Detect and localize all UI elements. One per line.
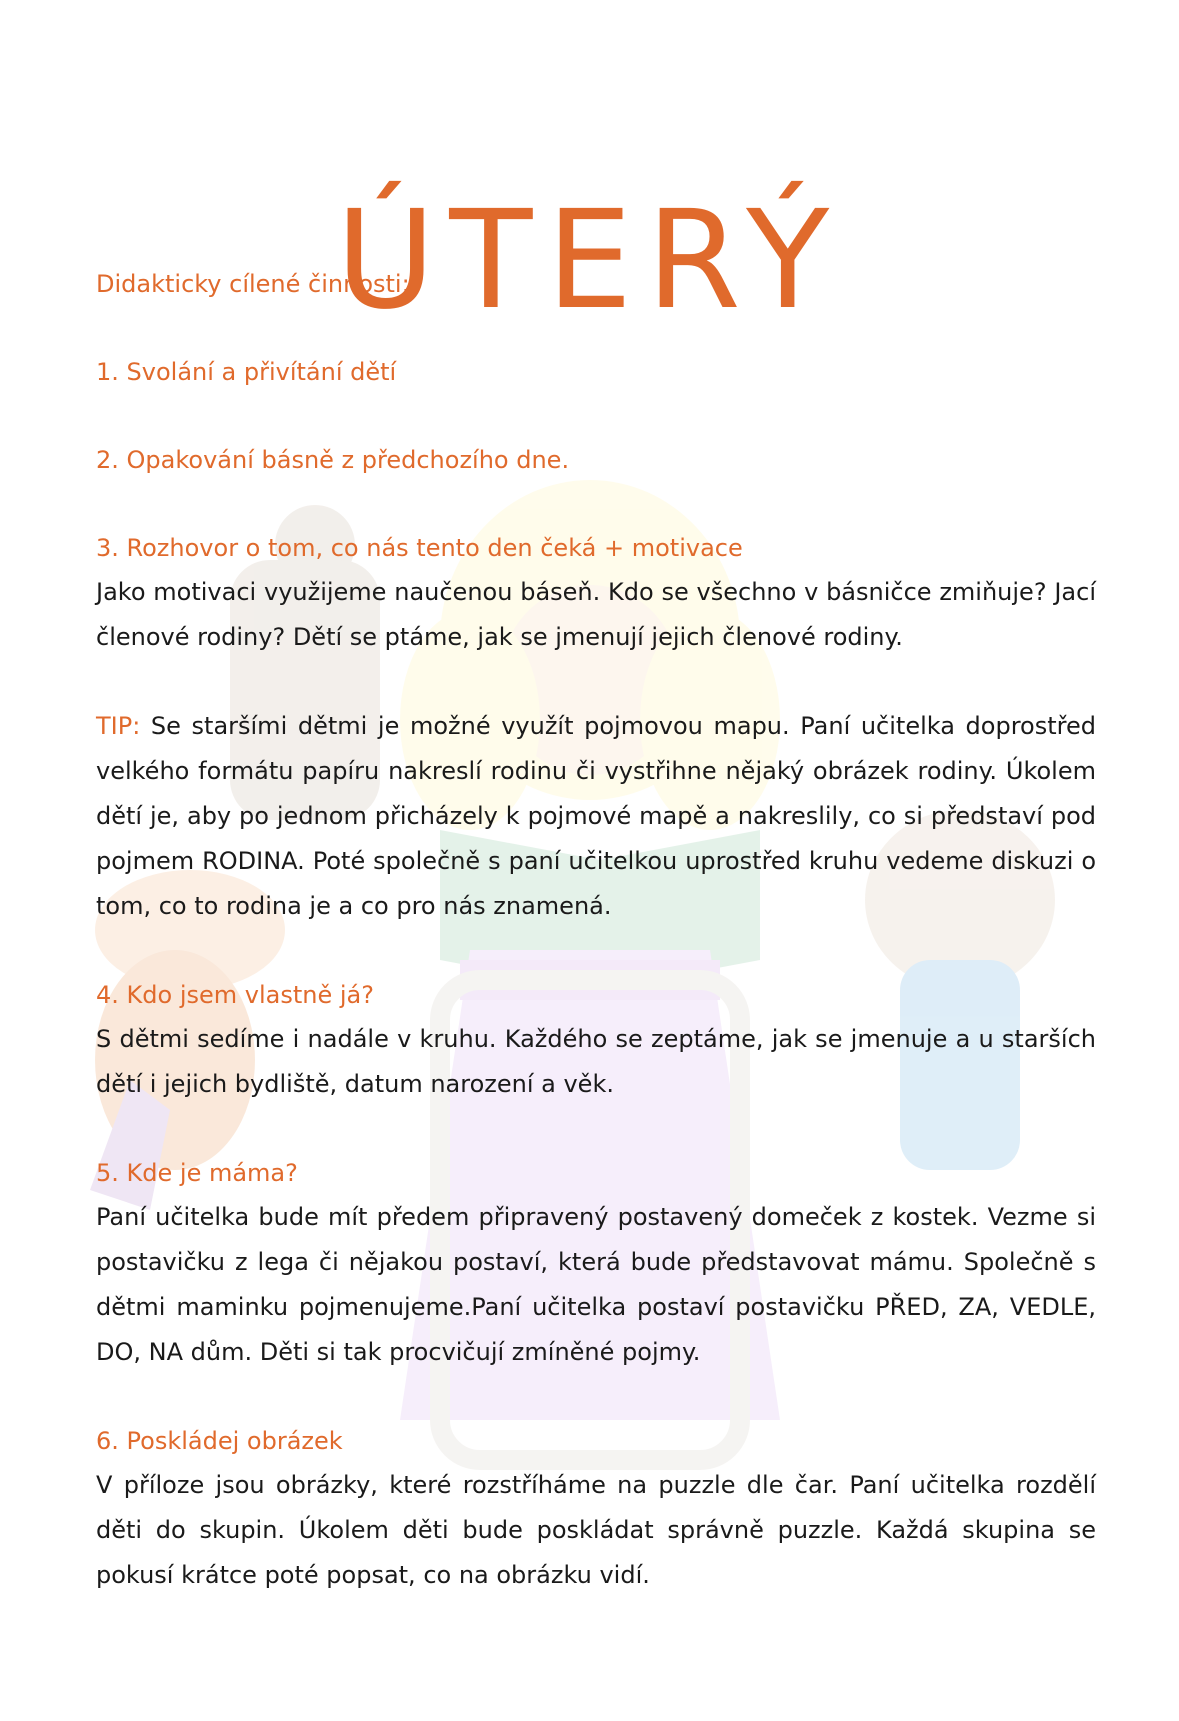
section-6-heading: 6. Poskládej obrázek	[96, 1427, 343, 1455]
section-1-heading: 1. Svolání a přivítání dětí	[96, 358, 397, 386]
section-5-text: Paní učitelka bude mít předem připravený postavený domeček z kostek. Vezme si postavičku z lega či nějakou postaví, která bude představovat mámu. Společně s dětmi maminku pojmenujeme.Paní učitelka postaví postavičku PŘED, ZA, VEDLE, DO, NA dům. Děti si tak procvičují zmíněné pojmy.	[96, 1203, 1096, 1366]
section-3-heading: 3. Rozhovor o tom, co nás tento den čeká + motivace	[96, 534, 743, 562]
intro-heading: Didakticky cílené činnosti:	[96, 270, 410, 298]
page-title: ÚTERÝ	[335, 182, 844, 341]
tip-label: TIP:	[96, 712, 141, 740]
section-4-text: S dětmi sedíme i nadále v kruhu. Každého se zeptáme, jak se jmenuje a u starších dětí i jejich bydliště, datum narození a věk.	[96, 1025, 1096, 1098]
section-3-text: Jako motivaci využijeme naučenou báseň. Kdo se všechno v básničce zmiňuje? Jací členové rodiny? Dětí se ptáme, jak se jmenují jejich členové rodiny.	[96, 578, 1096, 651]
section-6-text: V příloze jsou obrázky, které rozstříháme na puzzle dle čar. Paní učitelka rozdělí děti do skupin. Úkolem děti bude poskládat správně puzzle. Každá skupina se pokusí krátce poté popsat, co na obrázku vidí.	[96, 1471, 1096, 1589]
tip-paragraph	[96, 704, 1096, 929]
section-5-heading: 5. Kde je máma?	[96, 1159, 298, 1187]
section-2-heading: 2. Opakování básně z předchozího dne.	[96, 446, 570, 474]
section-4-heading: 4. Kdo jsem vlastně já?	[96, 981, 374, 1009]
content	[96, 262, 1096, 1598]
tip-text: Se staršími dětmi je možné využít pojmovou mapu. Paní učitelka doprostřed velkého formátu papíru nakreslí rodinu či vystřihne nějaký obrázek rodiny. Úkolem dětí je, aby po jednom přicházely k pojmové mapě a nakreslily, co si představí pod pojmem RODINA. Poté společně s paní učitelkou uprostřed kruhu vedeme diskuzi o tom, co to rodina je a co pro nás znamená.	[96, 712, 1096, 920]
